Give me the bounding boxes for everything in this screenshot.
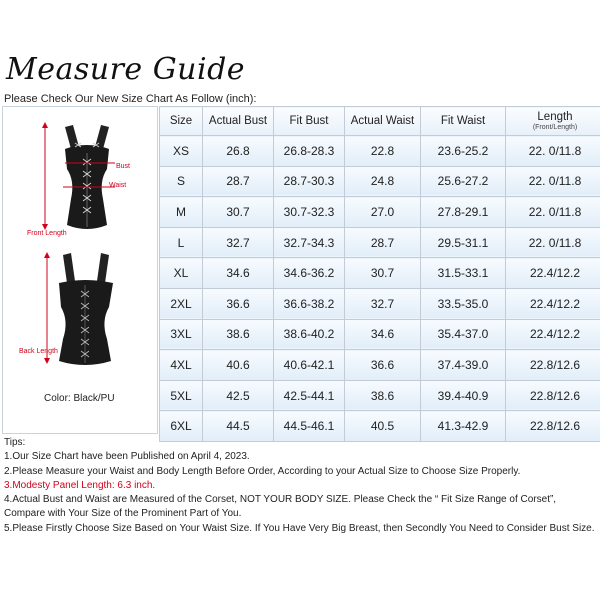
cell-fit-waist: 35.4-37.0: [421, 319, 506, 350]
table-row: [160, 288, 600, 319]
cell-length: 22. 0/11.8: [506, 227, 600, 258]
color-label: Color: Black/PU: [44, 393, 115, 404]
cell-length: 22.4/12.2: [506, 288, 600, 319]
tips-section: [4, 436, 596, 536]
header-actual-bust: Actual Bust: [203, 107, 274, 136]
table-row: [160, 350, 600, 381]
cell-length: 22. 0/11.8: [506, 197, 600, 228]
cell-actual-bust: 32.7: [203, 227, 274, 258]
tip-5: 5.Please Firstly Choose Size Based on Your Waist Size. If You Have Very Big Breast, then Secondly You Need to Consider Bust Size.: [4, 522, 595, 534]
cell-actual-waist: 30.7: [345, 258, 421, 289]
table-header-row: [160, 107, 600, 136]
cell-size: 4XL: [160, 350, 203, 381]
cell-actual-bust: 44.5: [203, 411, 274, 442]
header-length-sub: (Front/Length): [532, 124, 578, 131]
cell-length: 22.4/12.2: [506, 258, 600, 289]
cell-actual-bust: 40.6: [203, 350, 274, 381]
cell-actual-bust: 28.7: [203, 166, 274, 197]
cell-actual-bust: 34.6: [203, 258, 274, 289]
cell-length: 22.8/12.6: [506, 350, 600, 381]
table-row: [160, 197, 600, 228]
cell-actual-waist: 34.6: [345, 319, 421, 350]
header-fit-bust: Fit Bust: [274, 107, 345, 136]
cell-fit-waist: 27.8-29.1: [421, 197, 506, 228]
cell-size: XS: [160, 136, 203, 167]
cell-fit-bust: 38.6-40.2: [274, 319, 345, 350]
cell-length: 22. 0/11.8: [506, 136, 600, 167]
cell-fit-bust: 26.8-28.3: [274, 136, 345, 167]
cell-size: S: [160, 166, 203, 197]
cell-fit-waist: 33.5-35.0: [421, 288, 506, 319]
back-length-label: Back Length: [19, 348, 58, 355]
cell-length: 22.8/12.6: [506, 380, 600, 411]
cell-fit-waist: 39.4-40.9: [421, 380, 506, 411]
cell-actual-waist: 32.7: [345, 288, 421, 319]
waist-label: Waist: [109, 182, 127, 189]
cell-fit-waist: 41.3-42.9: [421, 411, 506, 442]
bust-label: Bust: [116, 163, 131, 170]
cell-fit-bust: 36.6-38.2: [274, 288, 345, 319]
cell-fit-bust: 42.5-44.1: [274, 380, 345, 411]
table-row: [160, 166, 600, 197]
tip-1: 1.Our Size Chart have been Published on April 4, 2023.: [4, 451, 250, 463]
table-row: [160, 380, 600, 411]
cell-fit-waist: 31.5-33.1: [421, 258, 506, 289]
front-length-label: Front Length: [27, 230, 67, 237]
cell-size: 6XL: [160, 411, 203, 442]
cell-size: XL: [160, 258, 203, 289]
tip-3: 3.Modesty Panel Length: 6.3 inch.: [4, 479, 156, 491]
cell-fit-bust: 28.7-30.3: [274, 166, 345, 197]
table-row: [160, 227, 600, 258]
cell-actual-bust: 26.8: [203, 136, 274, 167]
cell-size: 5XL: [160, 380, 203, 411]
cell-length: 22.4/12.2: [506, 319, 600, 350]
cell-size: 3XL: [160, 319, 203, 350]
cell-fit-waist: 37.4-39.0: [421, 350, 506, 381]
table-row: [160, 319, 600, 350]
cell-actual-bust: 38.6: [203, 319, 274, 350]
header-length-label: Length: [537, 111, 573, 123]
header-actual-waist: Actual Waist: [345, 107, 421, 136]
cell-actual-bust: 42.5: [203, 380, 274, 411]
cell-actual-waist: 36.6: [345, 350, 421, 381]
cell-size: L: [160, 227, 203, 258]
subtitle: Please Check Our New Size Chart As Follow (inch):: [4, 93, 257, 105]
cell-actual-waist: 40.5: [345, 411, 421, 442]
tip-4: 4.Actual Bust and Waist are Measured of the Corset, NOT YOUR BODY SIZE. Please Check the “ Fit Size Range of Corset”, Compare with Your Size of the Prominent Part of You.: [4, 494, 557, 520]
tips-heading: Tips:: [4, 437, 26, 448]
cell-fit-waist: 25.6-27.2: [421, 166, 506, 197]
tip-2: 2.Please Measure your Waist and Body Length Before Order, According to your Actual Size to Choose Size Properly.: [4, 465, 521, 477]
cell-size: 2XL: [160, 288, 203, 319]
table-row: [160, 258, 600, 289]
cell-fit-bust: 32.7-34.3: [274, 227, 345, 258]
cell-fit-waist: 23.6-25.2: [421, 136, 506, 167]
cell-actual-waist: 22.8: [345, 136, 421, 167]
product-figure-panel: [2, 106, 158, 434]
cell-fit-bust: 44.5-46.1: [274, 411, 345, 442]
page-title: Measure Guide: [6, 52, 246, 87]
cell-actual-waist: 27.0: [345, 197, 421, 228]
header-fit-waist: Fit Waist: [421, 107, 506, 136]
table-row: [160, 136, 600, 167]
cell-actual-waist: 24.8: [345, 166, 421, 197]
cell-length: 22. 0/11.8: [506, 166, 600, 197]
cell-fit-bust: 40.6-42.1: [274, 350, 345, 381]
corset-front-image: [3, 107, 157, 247]
cell-fit-waist: 29.5-31.1: [421, 227, 506, 258]
header-length: [506, 107, 600, 136]
size-chart-table: [159, 106, 600, 442]
header-size: Size: [160, 107, 203, 136]
cell-fit-bust: 30.7-32.3: [274, 197, 345, 228]
cell-actual-bust: 30.7: [203, 197, 274, 228]
cell-actual-bust: 36.6: [203, 288, 274, 319]
cell-actual-waist: 38.6: [345, 380, 421, 411]
cell-actual-waist: 28.7: [345, 227, 421, 258]
cell-size: M: [160, 197, 203, 228]
cell-length: 22.8/12.6: [506, 411, 600, 442]
cell-fit-bust: 34.6-36.2: [274, 258, 345, 289]
corset-back-image: [3, 249, 157, 389]
